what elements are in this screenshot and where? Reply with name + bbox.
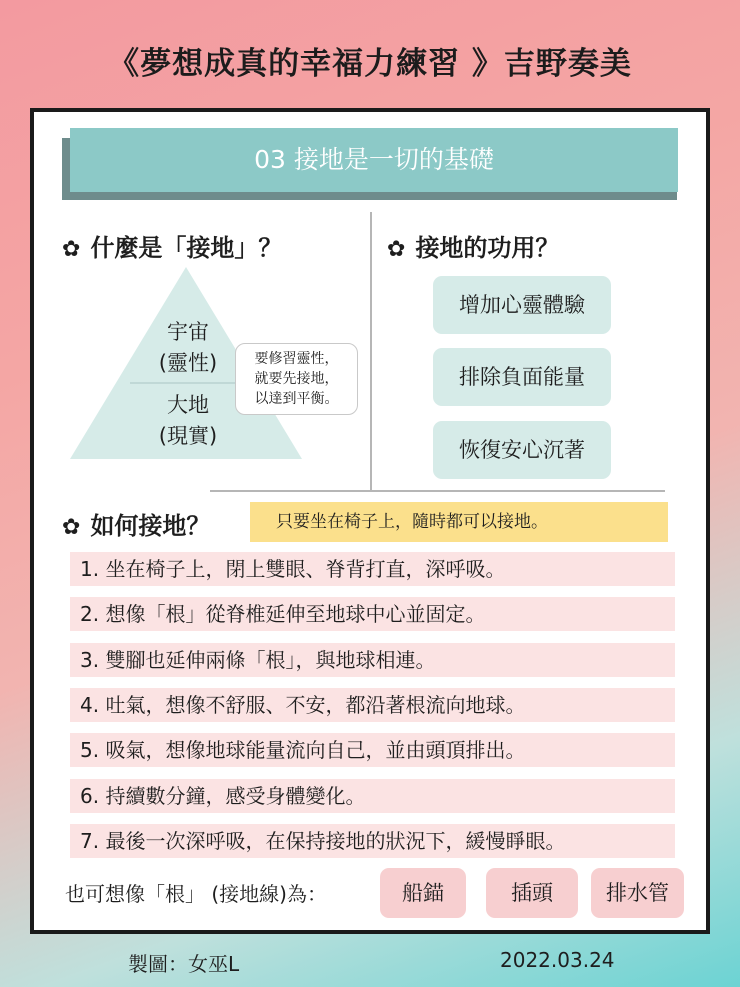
step-item: 3. 雙腳也延伸兩條「根」，與地球相連。 [70, 643, 675, 677]
how-to-ground-title-text: 如何接地？ [90, 512, 211, 540]
section-banner: 03 接地是一切的基礎 [70, 128, 678, 192]
credit: 製圖：女巫L [128, 952, 240, 976]
flower-icon: ✿ [62, 515, 81, 540]
what-is-grounding-title [62, 228, 282, 263]
roots-label: 也可想像「根」 (接地線)為： [65, 882, 327, 906]
date: 2022.03.24 [500, 948, 615, 972]
balance-note-bubble [235, 343, 358, 415]
function-item: 排除負面能量 [433, 348, 611, 406]
flower-icon: ✿ [62, 237, 81, 262]
step-item: 7. 最後一次深呼吸，在保持接地的狀況下，緩慢睜眼。 [70, 824, 675, 858]
step-item: 2. 想像「根」從脊椎延伸至地球中心並固定。 [70, 597, 675, 631]
step-item: 4. 吐氣，想像不舒服、不安，都沿著根流向地球。 [70, 688, 675, 722]
bubble-line-1: 要修習靈性， [254, 351, 339, 367]
what-is-grounding-title-text: 什麼是「接地」？ [90, 234, 283, 262]
step-item: 6. 持續數分鐘，感受身體變化。 [70, 779, 675, 813]
highlight-note: 只要坐在椅子上，隨時都可以接地。 [250, 502, 668, 542]
step-item: 1. 坐在椅子上，閉上雙眼、脊背打直，深呼吸。 [70, 552, 675, 586]
pyramid-bottom-line-2: (現實) [158, 424, 218, 448]
root-option: 排水管 [591, 868, 684, 918]
pyramid-top-line-2: (靈性) [158, 351, 218, 375]
page-title: 《夢想成真的幸福力練習 》吉野奏美 [108, 46, 632, 82]
grounding-function-title-text: 接地的功用？ [415, 234, 560, 262]
pyramid-top-label [148, 317, 228, 379]
step-item: 5. 吸氣，想像地球能量流向自己，並由頭頂排出。 [70, 733, 675, 767]
vertical-divider [370, 212, 372, 490]
grounding-function-title [387, 228, 559, 263]
function-item: 恢復安心沉著 [433, 421, 611, 479]
pyramid-top-line-1: 宇宙 [167, 320, 209, 344]
bubble-line-2: 就要先接地， [254, 371, 339, 387]
bubble-line-3: 以達到平衡。 [254, 391, 339, 407]
function-item: 增加心靈體驗 [433, 276, 611, 334]
pyramid-bottom-label [148, 390, 228, 452]
horizontal-divider [210, 490, 665, 492]
pyramid-bottom-line-1: 大地 [167, 393, 209, 417]
root-option: 插頭 [486, 868, 578, 918]
root-option: 船錨 [380, 868, 466, 918]
flower-icon: ✿ [387, 237, 406, 262]
how-to-ground-title [62, 506, 210, 541]
